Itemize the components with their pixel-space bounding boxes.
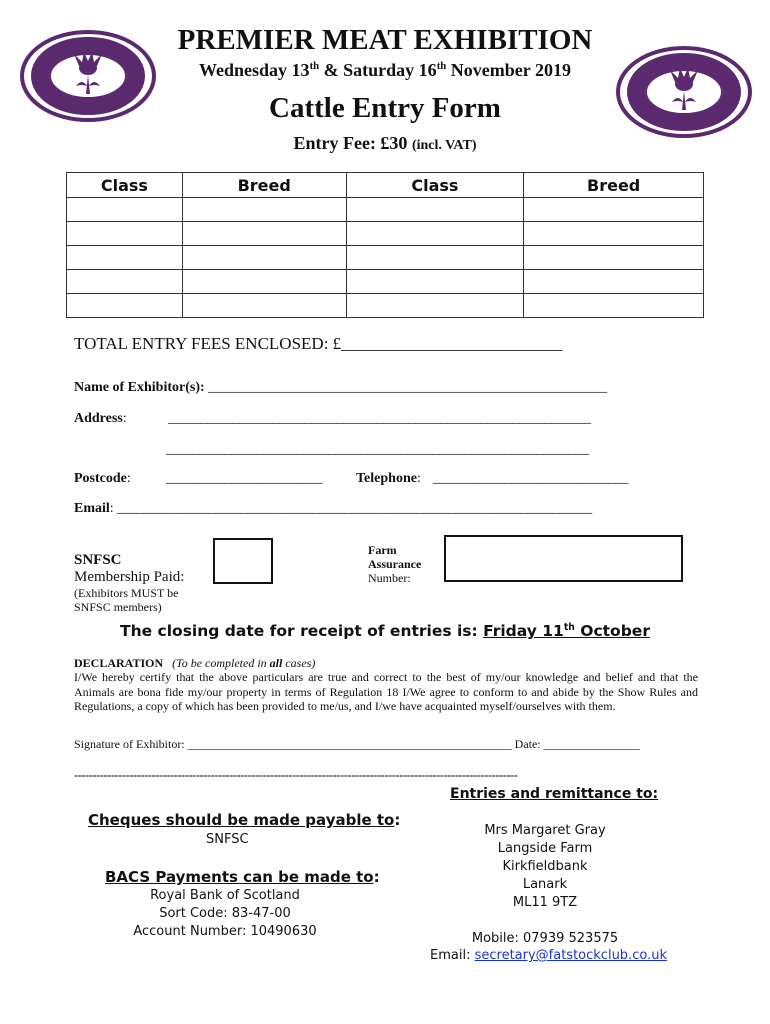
telephone-field[interactable]: ______________________________ — [433, 471, 628, 486]
email-field[interactable]: Email: _________________________________________________________________________ — [74, 501, 592, 516]
declaration-heading: DECLARATION (To be completed in all cases) — [74, 656, 316, 670]
number-label: Number: — [368, 571, 411, 585]
table-cell[interactable] — [524, 222, 704, 246]
column-header-class: Class — [67, 173, 183, 198]
farm-label: Farm — [368, 543, 397, 557]
entry-table — [66, 172, 704, 318]
table-cell[interactable] — [67, 294, 183, 318]
remittance-heading: Entries and remittance to: — [450, 786, 659, 802]
remittance-name: Mrs Margaret Gray — [484, 823, 606, 838]
table-cell[interactable] — [67, 222, 183, 246]
exhibitor-label: Name of Exhibitor(s): — [74, 380, 205, 395]
table-cell[interactable] — [524, 246, 704, 270]
cut-divider: ------------------------------------------------------------------------------------------------------------------------ — [74, 768, 518, 782]
farm-assurance-number-field[interactable] — [444, 535, 683, 582]
table-row — [67, 222, 704, 246]
table-cell[interactable] — [524, 198, 704, 222]
event-dates: Wednesday 13th & Saturday 16th November 2019 — [199, 60, 571, 80]
column-header-breed: Breed — [182, 173, 346, 198]
total-fees-field[interactable] — [74, 334, 562, 354]
closing-date: The closing date for receipt of entries is: Friday 11th October — [120, 621, 650, 640]
assurance-label: Assurance — [368, 557, 422, 571]
table-cell[interactable] — [67, 270, 183, 294]
table-row — [67, 270, 704, 294]
table-cell[interactable] — [182, 246, 346, 270]
table-cell[interactable] — [182, 270, 346, 294]
column-header-class: Class — [346, 173, 524, 198]
form-title: Cattle Entry Form — [269, 92, 501, 124]
column-header-breed: Breed — [524, 173, 704, 198]
table-cell[interactable] — [346, 246, 524, 270]
table-cell[interactable] — [346, 294, 524, 318]
sort-code: Sort Code: 83-47-00 — [159, 906, 291, 921]
total-fees-blank: __________________________ — [341, 334, 563, 353]
address-line-1[interactable]: _________________________________________________________________ — [168, 411, 591, 426]
total-fees-label: TOTAL ENTRY FEES ENCLOSED: £ — [74, 334, 342, 353]
table-cell[interactable] — [182, 198, 346, 222]
remittance-line-3: Lanark — [522, 877, 568, 892]
table-cell[interactable] — [182, 294, 346, 318]
snfsc-label: SNFSC — [74, 552, 122, 568]
exhibitor-blank: _________________________________________________________ — [208, 380, 608, 395]
membership-paid-checkbox[interactable] — [213, 538, 273, 584]
email-link[interactable]: secretary@fatstockclub.co.uk — [474, 948, 667, 963]
table-cell[interactable] — [346, 222, 524, 246]
date-label: Date: — [511, 737, 544, 751]
membership-note-2: SNFSC members) — [74, 600, 162, 614]
cheques-payee: SNFSC — [206, 832, 249, 847]
bacs-heading: BACS Payments can be made to: — [105, 868, 380, 886]
exhibitor-field[interactable] — [74, 380, 607, 396]
table-cell[interactable] — [67, 198, 183, 222]
declaration-body: I/We hereby certify that the above particulars are true and correct to the best of my/our knowledge and belief and that the Animals are bona fide my/our property in terms of Regulation 18 I/We agree to conform to and abide by the Show Rules and Regulations, a copy of which has been provided to me/us, and I/we have acquainted myself/ourselves with them. — [74, 670, 698, 713]
account-number: Account Number: 10490630 — [133, 924, 317, 939]
signature-line[interactable]: Signature of Exhibitor: ______________________________________________________ Date: ________________ — [74, 737, 640, 751]
remittance-line-1: Langside Farm — [497, 841, 593, 856]
table-cell[interactable] — [182, 222, 346, 246]
page-title: PREMIER MEAT EXHIBITION — [177, 24, 593, 56]
table-cell[interactable] — [524, 294, 704, 318]
bank-name: Royal Bank of Scotland — [150, 888, 300, 903]
remittance-line-4: ML11 9TZ — [512, 895, 578, 910]
address-line-2[interactable]: _________________________________________________________________ — [166, 442, 589, 457]
remittance-email: Email: secretary@fatstockclub.co.uk — [430, 948, 667, 963]
signature-label: Signature of Exhibitor: — [74, 737, 188, 751]
remittance-mobile: Mobile: 07939 523575 — [471, 931, 619, 946]
membership-paid-label: Membership Paid: — [74, 569, 185, 585]
address-label: Address: — [74, 411, 127, 426]
entry-fee: Entry Fee: £30 (incl. VAT) — [293, 133, 477, 153]
membership-note-1: (Exhibitors MUST be — [74, 586, 179, 600]
table-header-row — [67, 173, 704, 198]
table-cell[interactable] — [524, 270, 704, 294]
remittance-line-2: Kirkfieldbank — [502, 859, 588, 874]
table-row — [67, 246, 704, 270]
table-cell[interactable] — [346, 270, 524, 294]
table-row — [67, 198, 704, 222]
cheques-heading: Cheques should be made payable to: — [88, 811, 401, 829]
postcode-field[interactable]: ________________________ — [166, 471, 322, 486]
table-cell[interactable] — [67, 246, 183, 270]
table-cell[interactable] — [346, 198, 524, 222]
postcode-label: Postcode: — [74, 471, 131, 486]
telephone-label: Telephone: — [356, 471, 421, 486]
table-row — [67, 294, 704, 318]
